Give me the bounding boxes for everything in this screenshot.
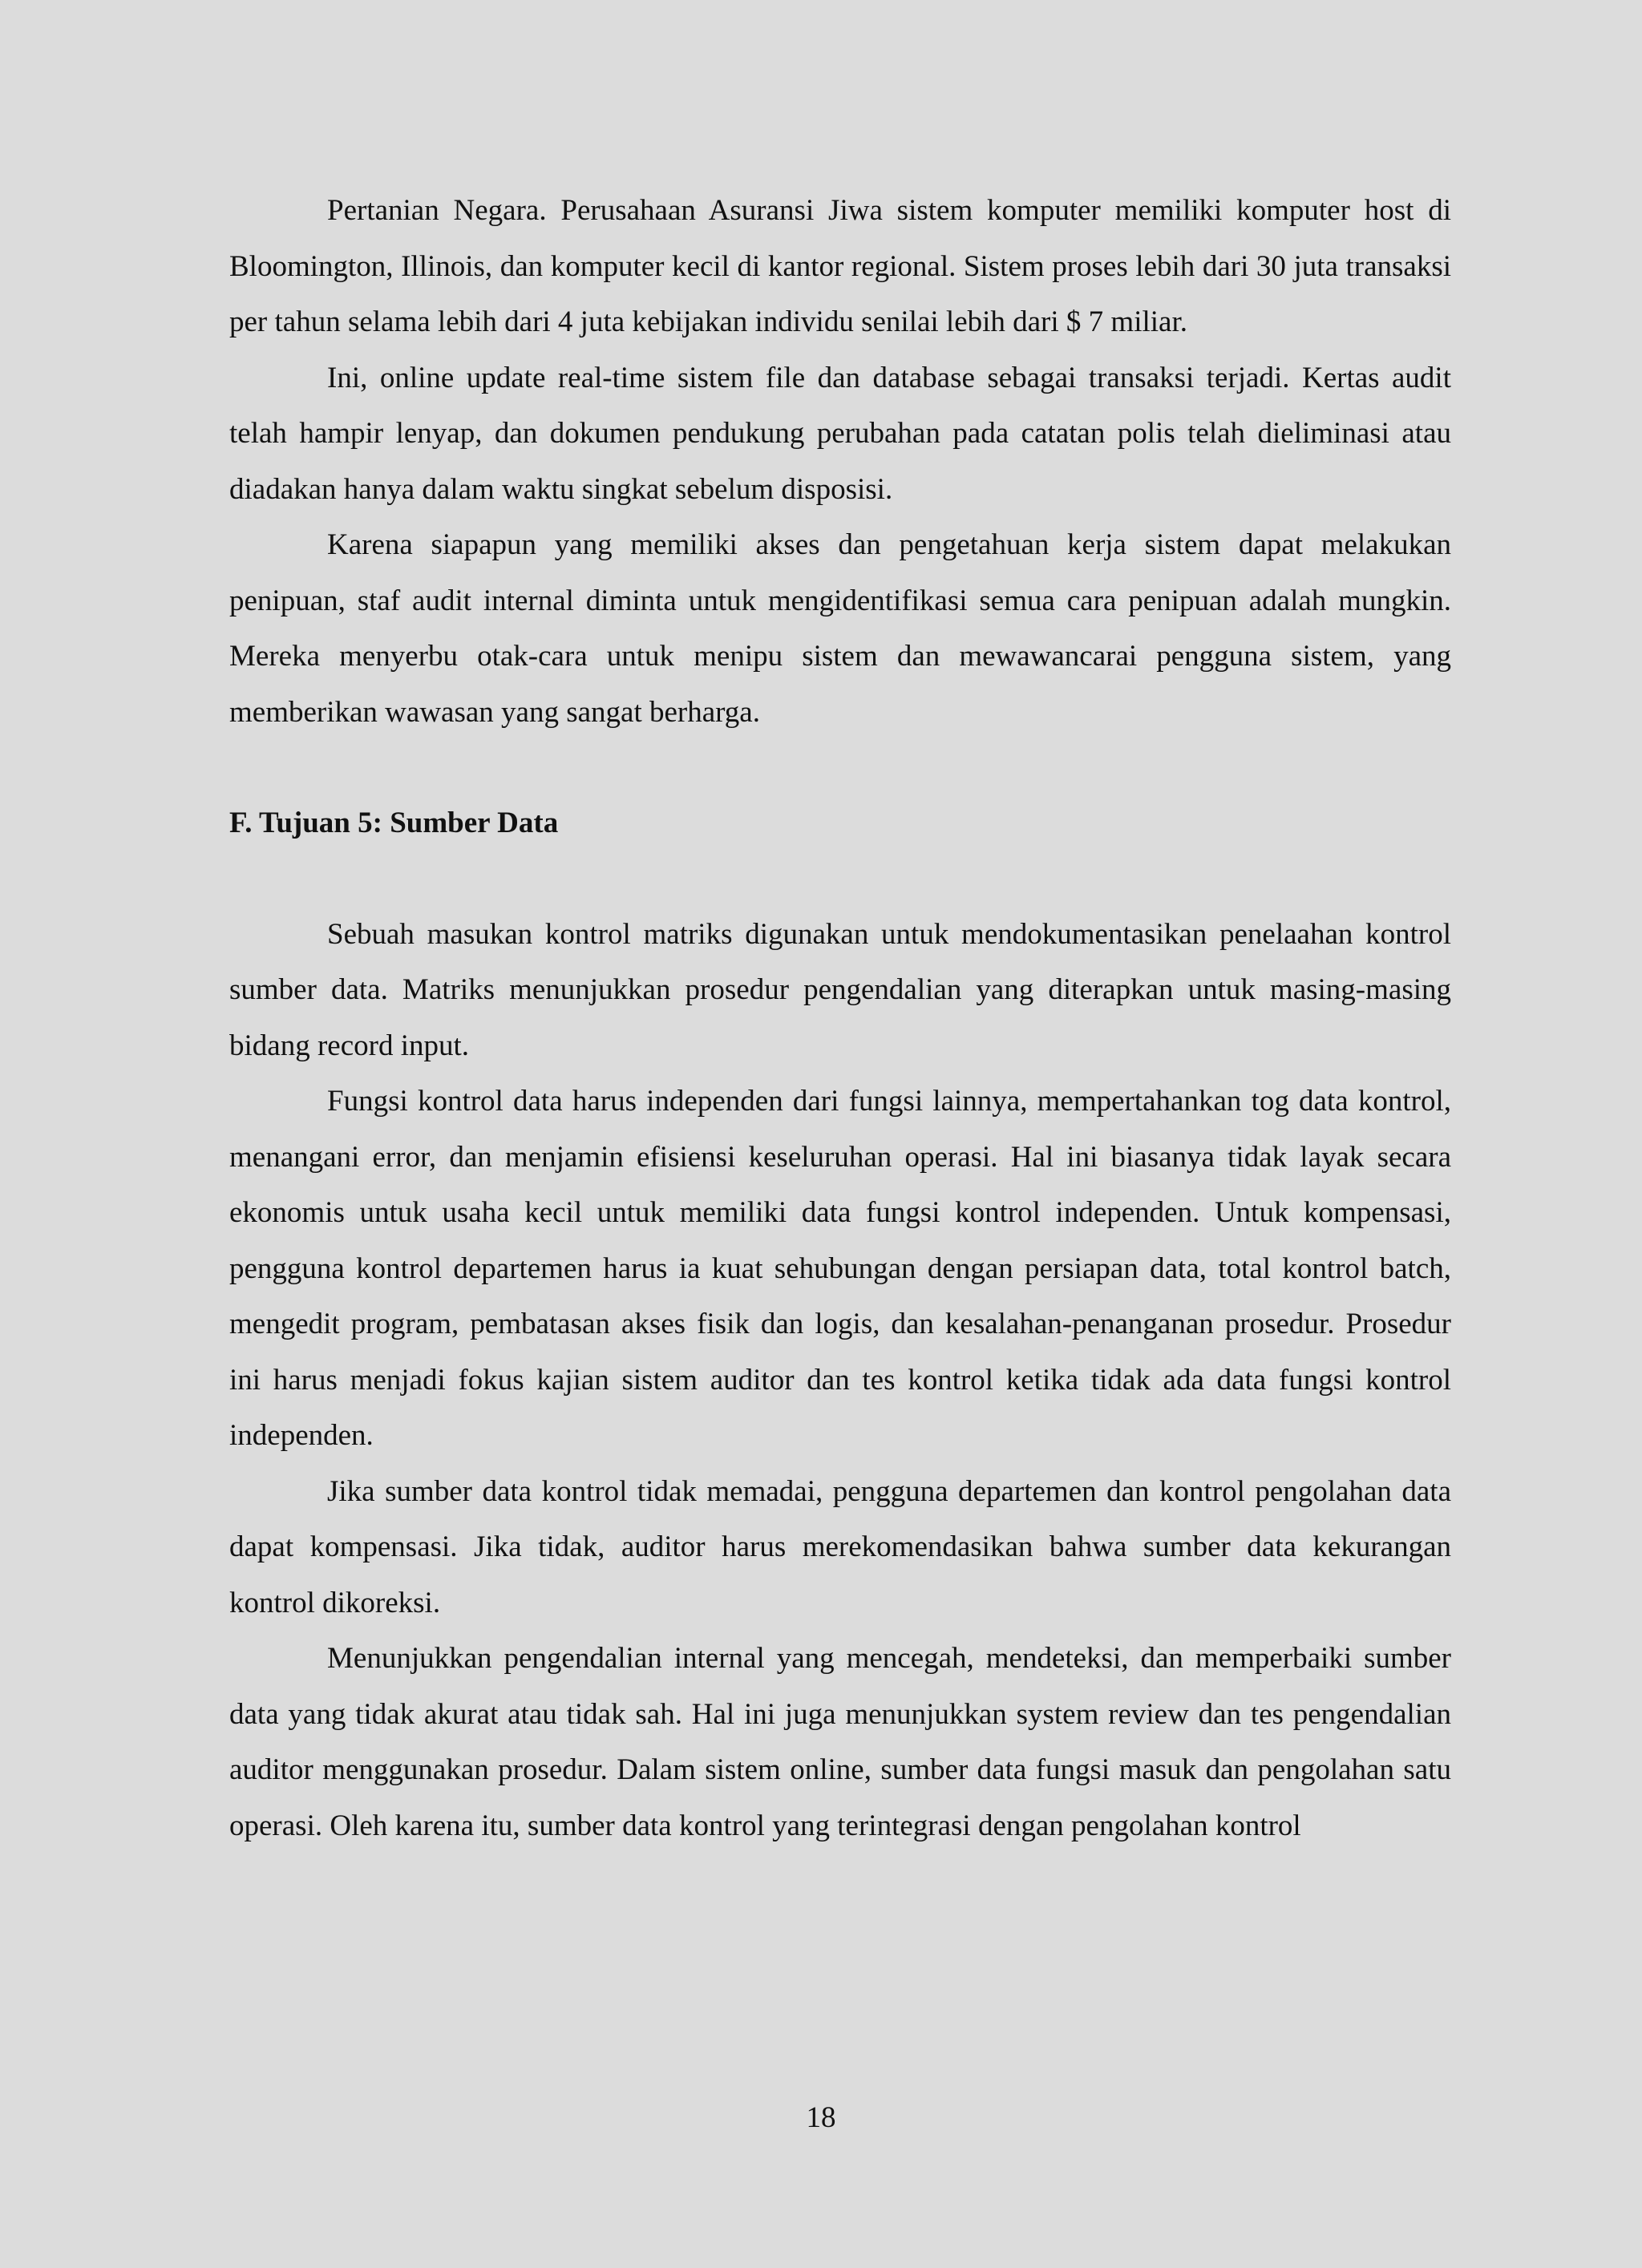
paragraph-online-update: Ini, online update real-time sistem file dan database sebagai transaksi terjadi. Kertas audit telah hampir lenyap, dan dokumen pendukung perubahan pada catatan polis telah dieliminasi atau diadakan hanya dalam waktu singkat sebelum disposisi. <box>229 361 1451 506</box>
spacer <box>229 851 1451 907</box>
paragraph-pengendalian-internal: Menunjukkan pengendalian internal yang mencegah, mendeteksi, dan memperbaiki sumber data yang tidak akurat atau tidak sah. Hal ini juga menunjukkan system review dan tes pengendalian auditor menggunakan prosedur. Dalam sistem online, sumber data fungsi masuk dan pengolahan satu operasi. Oleh karena itu, sumber data kontrol yang terintegrasi dengan pengolahan kontrol <box>229 1642 1451 1842</box>
paragraph-penipuan: Karena siapapun yang memiliki akses dan pengetahuan kerja sistem dapat melakukan penipuan, staf audit internal diminta untuk mengidentifikasi semua cara penipuan adalah mungkin. Mereka menyerbu otak-cara untuk menipu sistem dan mewawancarai pengguna sistem, yang memberikan wawasan yang sangat berharga. <box>229 528 1451 729</box>
paragraph-kontrol-matriks: Sebuah masukan kontrol matriks digunakan untuk mendokumentasikan penelaahan kontrol sumber data. Matriks menunjukkan prosedur pengendalian yang diterapkan untuk masing-masing bidang record input. <box>229 917 1451 1062</box>
page-body <box>229 183 1451 1854</box>
paragraph-asuransi-jiwa: Pertanian Negara. Perusahaan Asuransi Jiwa sistem komputer memiliki komputer host di Bloomington, Illinois, dan komputer kecil di kantor regional. Sistem proses lebih dari 30 juta transaksi per tahun selama lebih dari 4 juta kebijakan individu senilai lebih dari $ 7 miliar. <box>229 194 1451 338</box>
paragraph-fungsi-kontrol-data: Fungsi kontrol data harus independen dari fungsi lainnya, mempertahankan tog data kontrol, menangani error, dan menjamin efisiensi keseluruhan operasi. Hal ini biasanya tidak layak secara ekonomis untuk usaha kecil untuk memiliki data fungsi kontrol independen. Untuk kompensasi, pengguna kontrol departemen harus ia kuat sehubungan dengan persiapan data, total kontrol batch, mengedit program, pembatasan akses fisik dan logis, dan kesalahan-penanganan prosedur. Prosedur ini harus menjadi fokus kajian sistem auditor dan tes kontrol ketika tidak ada data fungsi kontrol independen. <box>229 1085 1451 1452</box>
section-heading: F. Tujuan 5: Sumber Data <box>229 807 559 839</box>
page-number: 18 <box>806 2101 836 2134</box>
paragraph-jika-sumber-data: Jika sumber data kontrol tidak memadai, pengguna departemen dan kontrol pengolahan data dapat kompensasi. Jika tidak, auditor harus merekomendasikan bahwa sumber data kekurangan kontrol dikoreksi. <box>229 1474 1451 1619</box>
spacer <box>229 740 1451 795</box>
